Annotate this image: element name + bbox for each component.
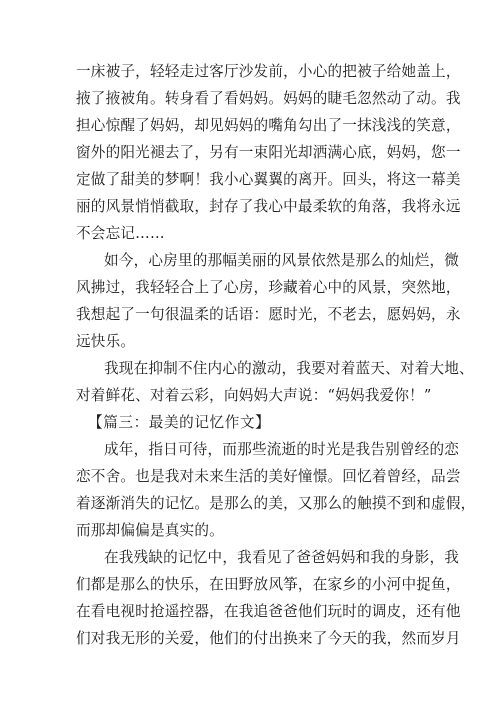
paragraph-start-line: 我现在抑制不住内心的激动，我要对着蓝天、对着大地、 [104,360,474,377]
text-line: 恋不舍。也是我对未来生活的美好憧憬。回忆着曾经，品尝 [76,468,461,485]
text-line: 一床被子，轻轻走过客厅沙发前，小心的把被子给她盖上， [76,63,461,80]
text-line: 定做了甜美的梦啊！我小心翼翼的离开。回头，将这一幕美 [76,171,461,188]
text-line: 丽的风景悄悄截取，封存了我心中最柔软的角落，我将永远 [76,198,461,215]
text-line: 着逐渐消失的记忆。是那么的美，又那么的触摸不到和虚假， [76,495,476,512]
paragraph-start-line: 如今，心房里的那幅美丽的风景依然是那么的灿烂，微 [104,252,460,269]
text-line: 在看电视时抢遥控器，在我追爸爸他们玩时的调皮，还有他 [76,603,461,620]
text-line: 远快乐。 [76,333,136,350]
paragraph-start-line: 成年，指日可待，而那些流逝的时光是我告别曾经的恋 [104,441,460,458]
text-line: 们都是那么的快乐，在田野放风筝，在家乡的小河中捉鱼， [76,576,461,593]
text-line: 而那却偏偏是真实的。 [76,522,224,539]
text-line: 担心惊醒了妈妈，却见妈妈的嘴角勾出了一抹浅浅的笑意， [76,117,461,134]
section-title: 【篇三：最美的记忆作文】 [88,414,271,431]
text-line: 我想起了一句很温柔的话语：愿时光，不老去，愿妈妈，永 [76,306,461,323]
text-line: 风拂过，我轻轻合上了心房，珍藏着心中的风景，突然地， [76,279,461,296]
text-line: 不会忘记…… [76,225,165,242]
text-line: 窗外的阳光褪去了，另有一束阳光却洒满心底，妈妈，您一 [76,144,461,161]
text-line: 对着鲜花、对着云彩，向妈妈大声说：“妈妈我爱你！” [76,387,432,404]
text-line: 掖了掖被角。转身看了看妈妈。妈妈的睫毛忽然动了动。我 [76,90,461,107]
text-line: 们对我无形的关爱，他们的付出换来了今天的我，然而岁月 [76,630,461,647]
paragraph-start-line: 在我残缺的记忆中，我看见了爸爸妈妈和我的身影，我 [104,549,460,566]
